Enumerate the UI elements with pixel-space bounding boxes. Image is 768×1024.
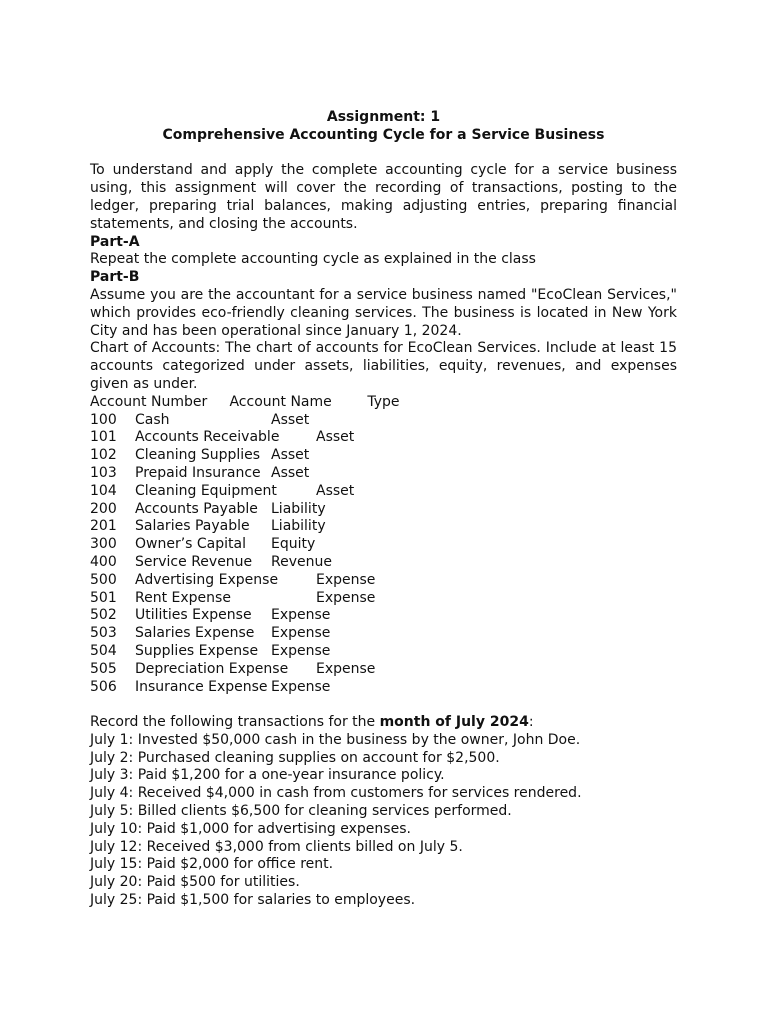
- part-b-paragraph-2: Chart of Accounts: The chart of accounts for EcoClean Services. Include at least 15 accounts categorized under assets, liabilities, equity, revenues, and expenses given as under.: [90, 340, 677, 392]
- account-type: Expense: [316, 660, 376, 677]
- account-name: Salaries Expense: [135, 625, 255, 642]
- account-type: Expense: [271, 625, 331, 642]
- account-type: Expense: [316, 589, 376, 606]
- account-type: Expense: [271, 607, 331, 624]
- account-number: 102: [90, 447, 117, 464]
- account-name: Advertising Expense: [135, 571, 279, 588]
- account-number: 502: [90, 607, 117, 624]
- transaction-item: July 1: Invested $50,000 cash in the business by the owner, John Doe.: [90, 731, 581, 748]
- account-type: Liability: [271, 500, 326, 517]
- accounts-header: Account Number Account Name Type: [90, 393, 400, 410]
- transactions-intro-prefix: Record the following transactions for the: [90, 714, 380, 731]
- transaction-item: July 15: Paid $2,000 for office rent.: [90, 856, 334, 873]
- account-number: 505: [90, 660, 117, 677]
- account-type: Liability: [271, 518, 326, 535]
- account-row: [90, 607, 677, 625]
- account-name: Accounts Payable: [135, 500, 258, 517]
- account-name: Cash: [135, 411, 170, 428]
- account-row: [90, 572, 677, 590]
- account-name: Utilities Expense: [135, 607, 252, 624]
- transaction-item: July 2: Purchased cleaning supplies on account for $2,500.: [90, 749, 500, 766]
- account-row: [90, 518, 677, 536]
- document-page: [90, 109, 677, 910]
- account-type: Expense: [271, 678, 331, 695]
- account-row: [90, 536, 677, 554]
- transaction-item: July 12: Received $3,000 from clients billed on July 5.: [90, 838, 463, 855]
- account-number: 506: [90, 678, 117, 695]
- transactions-intro-month: month of July 2024: [379, 714, 529, 731]
- account-type: Equity: [271, 536, 316, 553]
- account-number: 500: [90, 571, 117, 588]
- account-number: 400: [90, 553, 117, 570]
- account-number: 200: [90, 500, 117, 517]
- account-number: 504: [90, 642, 117, 659]
- account-number: 104: [90, 482, 117, 499]
- transaction-item: July 20: Paid $500 for utilities.: [90, 874, 300, 891]
- account-name: Supplies Expense: [135, 642, 259, 659]
- account-name: Insurance Expense: [135, 678, 268, 695]
- account-name: Cleaning Supplies: [135, 447, 261, 464]
- transactions-intro-suffix: :: [528, 714, 534, 731]
- accounts-list: [90, 412, 677, 697]
- account-row: [90, 412, 677, 430]
- part-b-heading: Part-B: [90, 269, 140, 286]
- account-name: Prepaid Insurance: [135, 464, 261, 481]
- transaction-item: July 10: Paid $1,000 for advertising expenses.: [90, 820, 411, 837]
- account-name: Cleaning Equipment: [135, 482, 277, 499]
- part-a-heading: Part-A: [90, 233, 140, 250]
- account-type: Expense: [271, 642, 331, 659]
- account-type: Asset: [271, 411, 310, 428]
- spacer: [90, 696, 677, 714]
- account-row: [90, 483, 677, 501]
- account-name: Owner’s Capital: [135, 536, 246, 553]
- account-type: Asset: [316, 429, 355, 446]
- account-name: Service Revenue: [135, 553, 253, 570]
- account-row: [90, 661, 677, 679]
- account-number: 100: [90, 411, 117, 428]
- account-type: Asset: [271, 464, 310, 481]
- assignment-subtitle: Comprehensive Accounting Cycle for a Service Business: [162, 126, 605, 143]
- account-number: 300: [90, 536, 117, 553]
- assignment-title: Assignment: 1: [326, 109, 441, 125]
- account-row: [90, 501, 677, 519]
- spacer: [90, 145, 677, 163]
- account-name: Salaries Payable: [135, 518, 250, 535]
- account-row: [90, 590, 677, 608]
- account-row: [90, 465, 677, 483]
- account-number: 201: [90, 518, 117, 535]
- account-name: Depreciation Expense: [135, 660, 289, 677]
- account-name: Accounts Receivable: [135, 429, 280, 446]
- account-row: [90, 429, 677, 447]
- intro-paragraph: To understand and apply the complete accounting cycle for a service business using, this assignment will cover the recording of transactions, posting to the ledger, preparing trial balances, making adjusting entries, preparing financial statements, and closing the accounts.: [90, 162, 677, 232]
- transactions-intro: [90, 714, 677, 732]
- account-type: Expense: [316, 571, 376, 588]
- account-number: 101: [90, 429, 117, 446]
- account-row: [90, 625, 677, 643]
- account-row: [90, 679, 677, 697]
- account-type: Asset: [271, 447, 310, 464]
- transaction-item: July 4: Received $4,000 in cash from customers for services rendered.: [90, 785, 582, 802]
- account-row: [90, 554, 677, 572]
- transactions-list: [90, 732, 677, 910]
- transaction-item: July 5: Billed clients $6,500 for cleaning services performed.: [90, 803, 512, 820]
- account-number: 501: [90, 589, 117, 606]
- transaction-item: July 25: Paid $1,500 for salaries to employees.: [90, 892, 416, 909]
- part-a-text: Repeat the complete accounting cycle as explained in the class: [90, 251, 536, 268]
- account-name: Rent Expense: [135, 589, 231, 606]
- account-type: Asset: [316, 482, 355, 499]
- part-b-paragraph-1: Assume you are the accountant for a service business named "EcoClean Services," which provides eco-friendly cleaning services. The business is located in New York City and has been operational since January 1, 2024.: [90, 286, 677, 339]
- account-row: [90, 643, 677, 661]
- account-row: [90, 447, 677, 465]
- transaction-item: July 3: Paid $1,200 for a one-year insurance policy.: [90, 767, 445, 784]
- account-type: Revenue: [271, 553, 332, 570]
- account-number: 103: [90, 464, 117, 481]
- account-number: 503: [90, 625, 117, 642]
